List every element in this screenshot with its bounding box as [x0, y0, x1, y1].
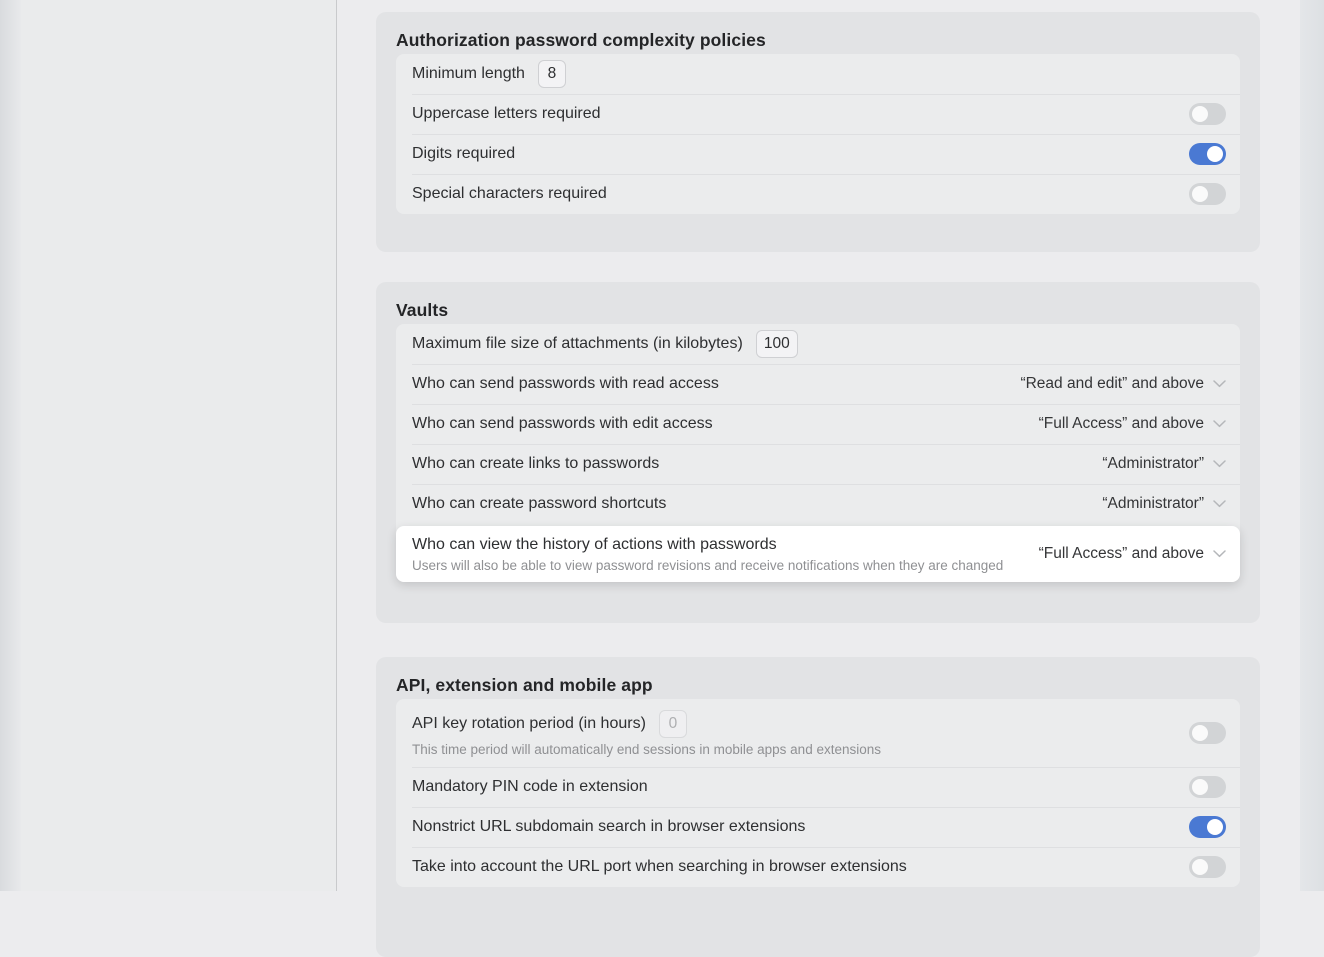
row-uppercase-required: [396, 94, 1240, 134]
mandatory-pin-toggle[interactable]: [1189, 776, 1226, 798]
chevron-down-icon: [1213, 380, 1226, 388]
sidebar-panel: [21, 0, 336, 891]
setting-label: Maximum file size of attachments (in kilobytes): [412, 335, 743, 352]
left-gutter: [0, 0, 21, 891]
settings-panel: [396, 699, 1240, 887]
password-history-select[interactable]: [1039, 545, 1226, 563]
api-key-rotation-input[interactable]: [659, 710, 687, 738]
toggle-knob: [1192, 106, 1208, 122]
uppercase-required-toggle[interactable]: [1189, 103, 1226, 125]
row-send-edit-access: [396, 404, 1240, 444]
right-gutter: [1300, 0, 1324, 891]
minimum-length-input[interactable]: [538, 60, 566, 88]
toggle-knob: [1192, 779, 1208, 795]
select-value: “Administrator”: [1102, 495, 1204, 512]
chevron-down-icon: [1213, 550, 1226, 558]
setting-label: Nonstrict URL subdomain search in browser extensions: [412, 818, 806, 835]
section-title: Authorization password complexity policies: [396, 30, 766, 50]
setting-label: Who can send passwords with edit access: [412, 415, 713, 432]
sidebar-divider: [336, 0, 337, 891]
digits-required-toggle[interactable]: [1189, 143, 1226, 165]
setting-label: Who can send passwords with read access: [412, 375, 719, 392]
row-create-shortcuts: [396, 484, 1240, 524]
row-password-history-highlighted: [396, 526, 1240, 582]
create-links-select[interactable]: [1102, 455, 1226, 473]
setting-label: Who can view the history of actions with passwords: [412, 535, 777, 553]
row-max-attachment-size: [396, 324, 1240, 364]
toggle-knob: [1192, 725, 1208, 741]
setting-label: Who can create password shortcuts: [412, 495, 667, 512]
card-vaults: [376, 282, 1260, 623]
row-mandatory-pin: [396, 767, 1240, 807]
setting-label: Who can create links to passwords: [412, 455, 660, 472]
section-title: Vaults: [396, 300, 449, 320]
setting-label: Take into account the URL port when searching in browser extensions: [412, 858, 907, 875]
url-port-toggle[interactable]: [1189, 856, 1226, 878]
setting-label: Digits required: [412, 145, 516, 162]
max-attachment-size-input[interactable]: [756, 330, 798, 358]
row-minimum-length: [396, 54, 1240, 94]
row-api-key-rotation: [396, 699, 1240, 767]
row-create-links: [396, 444, 1240, 484]
special-characters-toggle[interactable]: [1189, 183, 1226, 205]
card-authorization-policies: [376, 12, 1260, 252]
section-title: API, extension and mobile app: [396, 675, 653, 695]
chevron-down-icon: [1213, 500, 1226, 508]
select-value: “Full Access” and above: [1038, 545, 1204, 562]
setting-label: Uppercase letters required: [412, 105, 601, 122]
chevron-down-icon: [1213, 420, 1226, 428]
setting-description: Users will also be able to view password revisions and receive notifications when they are changed: [412, 557, 1004, 573]
row-digits-required: [396, 134, 1240, 174]
setting-label: Mandatory PIN code in extension: [412, 778, 648, 795]
setting-label: API key rotation period (in hours): [412, 714, 646, 732]
setting-label: Minimum length: [412, 65, 525, 82]
create-shortcuts-select[interactable]: [1102, 495, 1226, 513]
toggle-knob: [1207, 146, 1223, 162]
select-value: “Administrator”: [1102, 455, 1204, 472]
settings-panel: [396, 324, 1240, 582]
card-api-extension-mobile: [376, 657, 1260, 957]
row-send-read-access: [396, 364, 1240, 404]
send-edit-access-select[interactable]: [1039, 415, 1226, 433]
send-read-access-select[interactable]: [1020, 375, 1226, 393]
toggle-knob: [1192, 859, 1208, 875]
setting-label: Special characters required: [412, 185, 607, 202]
row-special-characters-required: [396, 174, 1240, 214]
setting-description: This time period will automatically end sessions in mobile apps and extensions: [412, 741, 881, 757]
toggle-knob: [1207, 819, 1223, 835]
select-value: “Full Access” and above: [1038, 415, 1204, 432]
chevron-down-icon: [1213, 460, 1226, 468]
row-nonstrict-url-search: [396, 807, 1240, 847]
nonstrict-url-toggle[interactable]: [1189, 816, 1226, 838]
settings-panel: [396, 54, 1240, 214]
toggle-knob: [1192, 186, 1208, 202]
api-key-rotation-toggle[interactable]: [1189, 722, 1226, 744]
select-value: “Read and edit” and above: [1020, 375, 1204, 392]
row-url-port-search: [396, 847, 1240, 887]
